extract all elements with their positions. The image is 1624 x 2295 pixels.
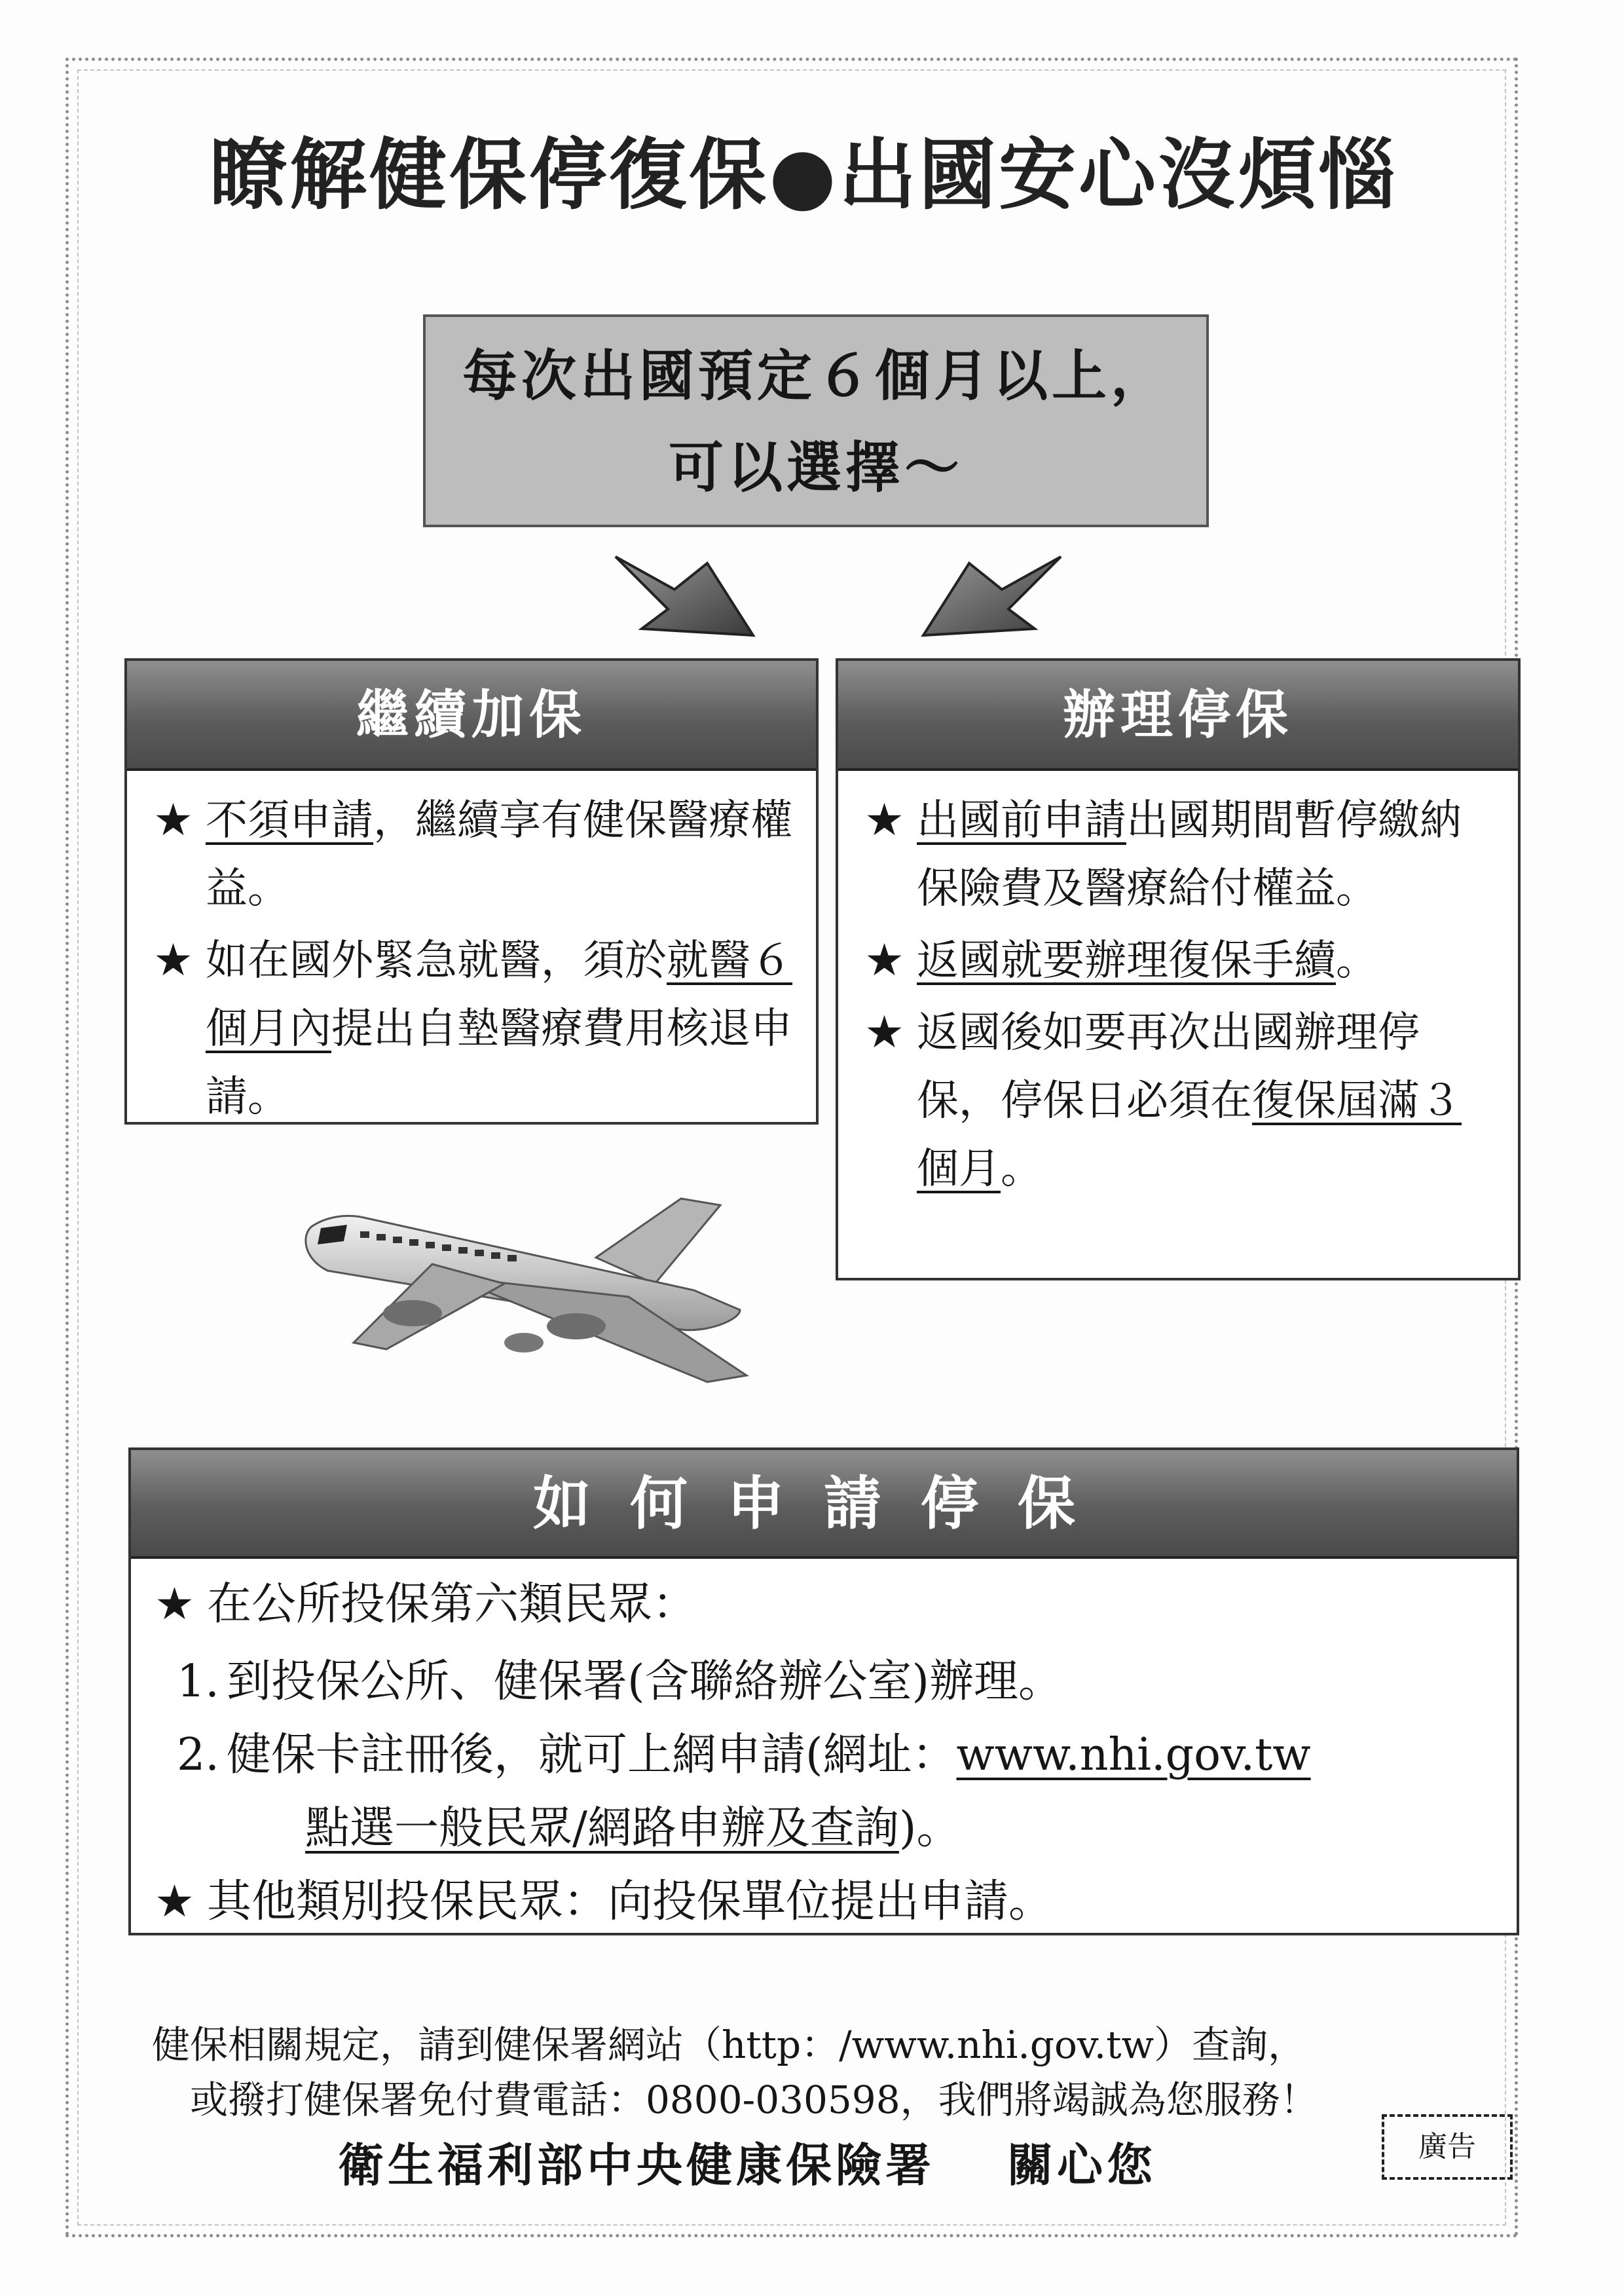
star-icon: ★ <box>153 794 193 846</box>
organization-name: 衛生福利部中央健康保險署 <box>338 2138 935 2192</box>
continue-insurance-box <box>124 658 819 1125</box>
list-item: ★ 其他類別投保民眾：向投保單位提出申請。 <box>155 1865 1490 1939</box>
signature-line <box>338 2129 1156 2195</box>
suspend-insurance-heading: 辦理停保 <box>838 661 1518 771</box>
down-right-arrow-icon <box>910 544 1074 648</box>
footer-line-2: 或撥打健保署免付費電話：0800-030598，我們將竭誠為您服務！ <box>190 2078 1318 2122</box>
suspend-insurance-box <box>836 658 1521 1280</box>
how-to-apply-box <box>128 1447 1519 1935</box>
star-icon: ★ <box>155 1578 194 1630</box>
star-icon: ★ <box>864 935 904 986</box>
list-item: ★ 不須申請，繼續享有健保醫療權益。 <box>153 787 794 923</box>
how-to-apply-heading: 如何申請停保 <box>131 1450 1517 1559</box>
intro-line-2: 可以選擇～ <box>668 435 963 500</box>
list-item: ★ 返國就要辦理復保手續。 <box>864 927 1496 995</box>
star-icon: ★ <box>153 935 193 986</box>
intro-box <box>423 314 1209 527</box>
list-item: ★ 出國前申請出國期間暫停繳納保險費及醫療給付權益。 <box>864 787 1496 923</box>
website-link[interactable]: www.nhi.gov.tw <box>956 1729 1311 1781</box>
page-title: 瞭解健保停復保●出國安心沒煩惱 <box>210 130 1398 220</box>
airplane-icon <box>288 1179 760 1402</box>
down-left-arrow-icon <box>602 544 766 648</box>
list-item: ★ 如在國外緊急就醫，須於就醫６個月內提出自墊醫療費用核退申請。 <box>153 927 794 1131</box>
care-text: 關心您 <box>1007 2138 1156 2192</box>
star-icon: ★ <box>864 1007 904 1058</box>
star-icon: ★ <box>155 1876 194 1928</box>
list-item: ★ 在公所投保第六類民眾： <box>155 1568 1490 1641</box>
step-2-cont: 點選一般民眾/網路申辦及查詢)。 <box>305 1802 961 1854</box>
intro-line-1: 每次出國預定６個月以上， <box>462 343 1170 408</box>
footer-line-1: 健保相關規定，請到健保署網站（http：/www.nhi.gov.tw）查詢， <box>152 2023 1306 2067</box>
step-1: 1. 到投保公所、健保署(含聯絡辦公室)辦理。 <box>177 1656 1063 1707</box>
star-icon: ★ <box>864 794 904 846</box>
ad-label: 廣告 <box>1382 2114 1513 2180</box>
continue-insurance-heading: 繼續加保 <box>127 661 816 771</box>
list-item: ★ 返國後如要再次出國辦理停保，停保日必須在復保屆滿３個月。 <box>864 999 1496 1203</box>
step-2: 2. 健保卡註冊後，就可上網申請(網址：www.nhi.gov.tw <box>177 1729 1311 1781</box>
